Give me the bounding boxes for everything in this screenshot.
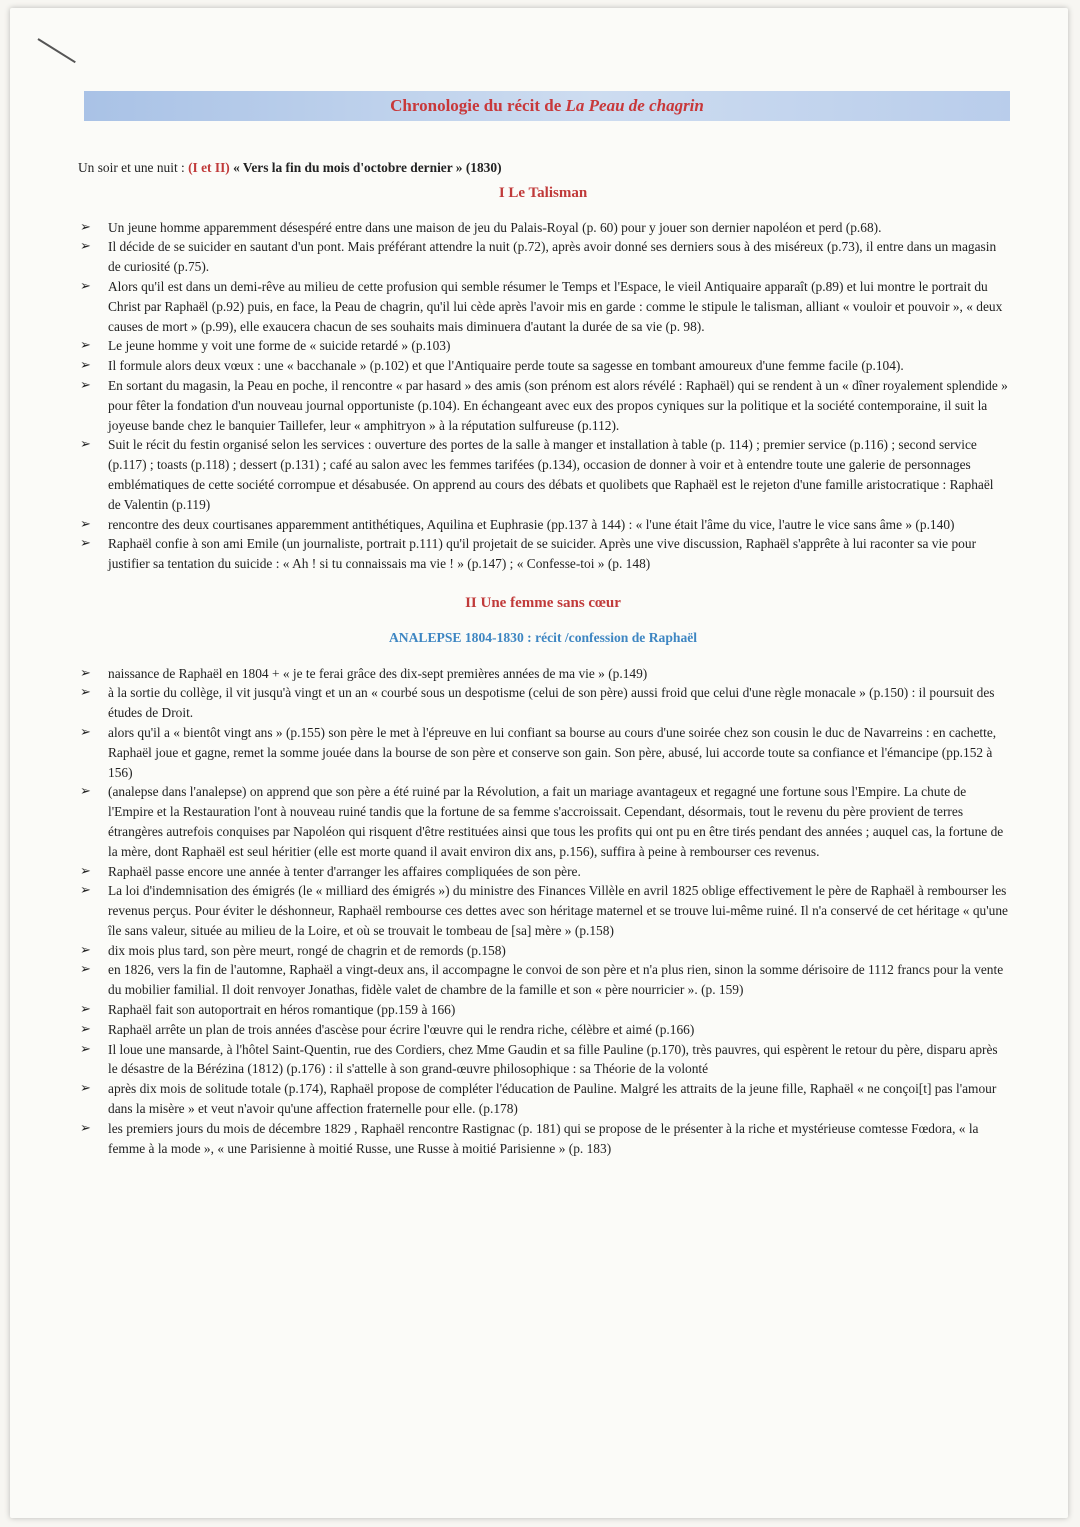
arrow-bullet-icon: ➢ [80,338,91,354]
arrow-bullet-icon: ➢ [80,239,91,255]
arrow-bullet-icon: ➢ [80,1041,91,1057]
list-item: ➢ Il formule alors deux vœux : une « bacchanale » (p.102) et que l'Antiquaire perde toute sa sagesse en tombant amoureux d'une femme facile (p.104). [78,356,1008,376]
title-work: La Peau de chagrin [565,96,704,115]
list-item: ➢ Raphaël passe encore une année à tenter d'arranger les affaires compliquées de son père. [78,862,1008,882]
list-item: ➢ après dix mois de solitude totale (p.174), Raphaël propose de compléter l'éducation de Pauline. Malgré les attraits de la jeune fille, Raphaël « ne conçoi[t] pas l'amour dans la misère » et veut n'avoir qu'une affection fraternelle pour elle. (p.178) [80,1081,997,1117]
arrow-bullet-icon: ➢ [80,1002,91,1018]
list-item: ➢ Raphaël arrête un plan de trois années d'ascèse pour écrire l'œuvre qui le rendra riche, célèbre et aimé (p.166) [78,1020,1008,1040]
arrow-bullet-icon: ➢ [80,942,91,958]
intro-line [78,158,1008,178]
arrow-bullet-icon: ➢ [80,377,91,393]
list-item: ➢ alors qu'il a « bientôt vingt ans » (p.155) son père le met à l'épreuve en lui confiant sa bourse au cours d'une soirée chez son cousin le duc de Navarreins : en cachette, Raphaël joue et gagne, remet la somme jouée dans la bourse de son père et conserve son gain. Son père, abusé, lui accorde toute sa confiance et l'émancipe (pp.152 à 156) [80,724,997,780]
list-item: ➢ Raphaël fait son autoportrait en héros romantique (pp.159 à 166) [78,1000,1008,1020]
section-title-femme: II Une femme sans cœur [465,594,621,611]
intro-parts: (I et II) [188,160,230,175]
arrow-bullet-icon: ➢ [80,516,91,532]
list-item: ➢ Alors qu'il est dans un demi-rêve au milieu de cette profusion qui semble résumer le Temps et l'Espace, le vieil Antiquaire apparaît (p.89) et lui montre le portrait du Christ par Raphaël (p.92) puis, en face, la Peau de chagrin, qu'il lui cède après l'avoir mis en garde : comme le stipule le talisman, alliant « vouloir et pouvoir », « deux causes de mort » (p.99), elle exaucera chacun de ses souhaits mais diminuera d'autant la durée de sa vie (p. 98). [80,278,1003,334]
arrow-bullet-icon: ➢ [80,1021,91,1037]
document-title [84,91,1010,121]
intro-quote: « Vers la fin du mois d'octobre dernier » (1830) [229,160,502,175]
list-item: ➢ les premiers jours du mois de décembre 1829 , Raphaël rencontre Rastignac (p. 181) qui se propose de le présenter à la riche et mystérieuse comtesse Fœdora, « la femme à la mode », « une Parisienne à moitié Russe, une Russe à moitié Parisienne » (p. 183) [80,1120,979,1156]
arrow-bullet-icon: ➢ [80,437,91,453]
arrow-bullet-icon: ➢ [80,358,91,374]
arrow-bullet-icon: ➢ [80,278,91,294]
list-item: ➢ En sortant du magasin, la Peau en poche, il rencontre « par hasard » des amis (son prénom est alors révélé : Raphaël) qui se rendent à un « dîner royalement splendide » pour fêter la fondation d'un nouveau journal opportuniste (p.104). En échangeant avec eux des propos cyniques sur la politique et la société contemporaine, il suit la joyeuse bande chez le banquier Taillefer, leur « amphitryon » à la réputation sulfureuse (p.112). [80,377,1008,433]
list-item: ➢ en 1826, vers la fin de l'automne, Raphaël a vingt-deux ans, il accompagne le convoi de son père et n'a plus rien, sinon la somme dérisoire de 1112 francs pour la vente du mobilier familial. Il doit renvoyer Jonathas, fidèle valet de chambre de la famille et son « père nourricier ». (p. 159) [80,962,1004,998]
list-item: ➢ Un jeune homme apparemment désespéré entre dans une maison de jeu du Palais-Royal (p. 60) pour y jouer son dernier napoléon et perd (p.68). [78,218,1008,238]
section-title-talisman: I Le Talisman [498,184,588,201]
arrow-bullet-icon: ➢ [80,784,91,800]
list-item: ➢ Suit le récit du festin organisé selon les services : ouverture des portes de la salle à manger et installation à table (p. 114) ; premier service (p.116) ; second service (p.117) ; toasts (p.118) ; dessert (p.131) ; café au salon avec les femmes tarifées (p.134), occasion de donner à voir et à entendre toute une galerie de personnages emblématiques de cette société corrompue et désabusée. On apprend au cours des débats et quolibets que Raphaël est le rejeton d'une famille aristocratique : Raphaël de Valentin (p.119) [80,437,994,512]
section1-list [78,218,1008,574]
arrow-bullet-icon: ➢ [80,724,91,740]
title-prefix: Chronologie du récit de [390,96,566,115]
list-item: ➢ (analepse dans l'analepse) on apprend que son père a été ruiné par la Révolution, a fait un mariage avantageux et regagné une fortune sous l'Empire. La chute de l'Empire et la Restauration l'ont à nouveau ruiné tandis que la fortune de sa femme s'accroissait. Cependant, désormais, tout le revenu du père provient de terres étrangères autrefois conquises par Napoléon qui risquent d'être restituées ainsi que tous les profits qui ont pu en être tirés pendant des années ; auquel cas, la fortune de la mère, dont Raphaël est seul héritier (elle est morte quand il avait environ dix ans, p.156), suffira à peine à rembourser ces revenus. [80,784,1004,859]
section2-list [78,664,1008,1159]
pen-stroke-mark [37,38,75,63]
arrow-bullet-icon: ➢ [80,219,91,235]
list-item: ➢ rencontre des deux courtisanes apparemment antithétiques, Aquilina et Euphrasie (pp.137 à 144) : « l'une était l'âme du vice, l'autre le vice sans âme » (p.140) [78,515,1008,535]
arrow-bullet-icon: ➢ [80,1081,91,1097]
list-item: ➢ Raphaël confie à son ami Emile (un journaliste, portrait p.111) qu'il projetait de se suicider. Après une vive discussion, Raphaël s'apprête à lui raconter sa vie pour justifier sa tentation du suicide : « Ah ! si tu connaissais ma vie ! » (p.147) ; « Confesse-toi » (p. 148) [80,536,977,572]
arrow-bullet-icon: ➢ [80,883,91,899]
arrow-bullet-icon: ➢ [80,685,91,701]
list-item: ➢ Il décide de se suicider en sautant d'un pont. Mais préférant attendre la nuit (p.72), après avoir donné ses derniers sous à des miséreux (p.73), il entre dans un magasin de curiosité (p.75). [80,239,997,275]
document-body [78,158,1008,1158]
arrow-bullet-icon: ➢ [80,665,91,681]
arrow-bullet-icon: ➢ [80,536,91,552]
list-item: ➢ à la sortie du collège, il vit jusqu'à vingt et un an « courbé sous un despotisme (celui de son père) aussi froid que celui d'une règle monacale » (p.150) : il poursuit des études de Droit. [80,685,995,721]
list-item: ➢ Il loue une mansarde, à l'hôtel Saint-Quentin, rue des Cordiers, chez Mme Gaudin et sa fille Pauline (p.170), très pauvres, qui espèrent le retour du père, disparu après le désastre de la Bérézina (1812) (p.176) : il s'attelle à son grand-œuvre philosophique : sa Théorie de la volonté [80,1041,998,1077]
arrow-bullet-icon: ➢ [80,962,91,978]
analepse-subtitle: ANALEPSE 1804-1830 : récit /confession de Raphaël [388,629,698,645]
intro-lead: Un soir et une nuit : [78,160,189,175]
arrow-bullet-icon: ➢ [80,863,91,879]
list-item: ➢ Le jeune homme y voit une forme de « suicide retardé » (p.103) [78,336,1008,356]
list-item: ➢ naissance de Raphaël en 1804 + « je te ferai grâce des dix-sept premières années de ma vie » (p.149) [78,664,1008,684]
list-item: ➢ La loi d'indemnisation des émigrés (le « milliard des émigrés ») du ministre des Finances Villèle en avril 1825 oblige effectivement le père de Raphaël à rembourser les revenus perçus. Pour éviter le déshonneur, Raphaël rembourse ces dettes avec son héritage maternel et se trouve lui-même ruiné. Il n'a conservé de cet héritage « qu'une île sans valeur, située au milieu de la Loire, et où se trouvait le tombeau de [sa] mère » (p.158) [80,883,1008,938]
arrow-bullet-icon: ➢ [80,1120,91,1136]
list-item: ➢ dix mois plus tard, son père meurt, rongé de chagrin et de remords (p.158) [78,941,1008,961]
